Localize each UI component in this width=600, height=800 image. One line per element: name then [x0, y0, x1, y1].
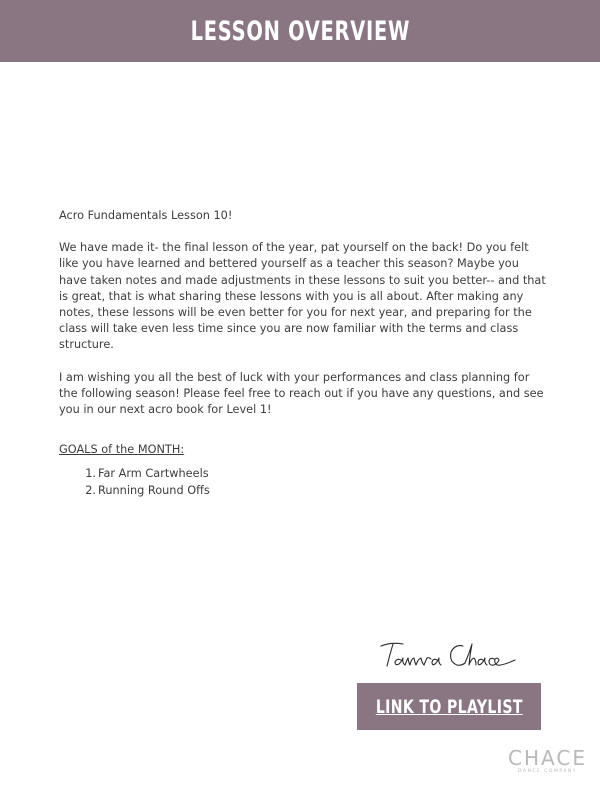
list-item-text: Running Round Offs: [98, 483, 210, 497]
list-item-number: 1.: [85, 467, 96, 481]
logo-subtitle: DANCE COMPANY: [518, 769, 577, 774]
link-to-playlist-button[interactable]: [357, 683, 541, 730]
playlist-button-label: LINK TO PLAYLIST: [375, 695, 523, 718]
goals-heading: GOALS of the MONTH:: [59, 443, 185, 457]
list-item-text: Far Arm Cartwheels: [98, 467, 209, 481]
intro-paragraph: We have made it- the final lesson of the year, pat yourself on the back! Do you felt like you have learned and bettered yourself as a teacher this season? Maybe you have taken notes and made adjustments in these lessons to suit you better-- and that is great, that is what sharing these lessons with you is all about. After making any notes, these lessons will be even better for you for next year, and preparing for the class will take even less time since you are now familiar with the terms and class structure.: [59, 241, 546, 352]
company-logo: [500, 748, 595, 776]
list-item: [77, 483, 549, 499]
lesson-title: Acro Fundamentals Lesson 10!: [59, 209, 233, 222]
header-banner: [0, 0, 600, 62]
goals-list: [59, 466, 549, 498]
page-title: LESSON OVERVIEW: [190, 15, 410, 47]
lesson-content: [59, 208, 549, 499]
list-item-number: 2.: [85, 483, 96, 497]
list-item: [77, 466, 549, 482]
closing-paragraph: I am wishing you all the best of luck with your performances and class planning for the following season! Please feel free to reach out if you have any questions, and see you in our next acro book for Level 1!: [59, 370, 544, 417]
logo-wordmark: CHACE: [508, 746, 587, 770]
signature: [377, 636, 527, 676]
